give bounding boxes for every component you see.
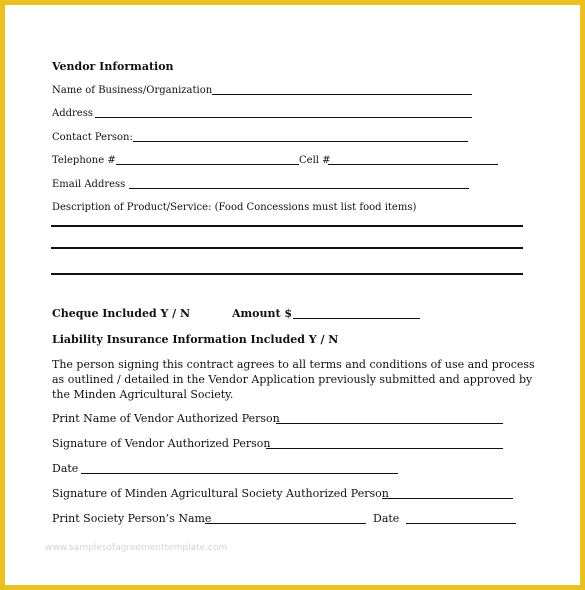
print-name-field[interactable] [276,423,503,424]
print-name-label: Print Name of Vendor Authorized Person [52,412,280,425]
business-name-label: Name of Business/Organization [52,85,213,96]
cell-field[interactable] [328,164,498,165]
signature-vendor-label: Signature of Vendor Authorized Person [52,437,271,450]
society-date-label: Date [373,512,400,525]
document-page [5,5,580,585]
email-field[interactable] [129,188,469,189]
signature-vendor-field[interactable] [266,448,503,449]
print-society-field[interactable] [205,523,366,524]
telephone-field[interactable] [116,164,299,165]
cell-label: Cell # [299,155,331,166]
society-date-field[interactable] [406,523,516,524]
address-field[interactable] [95,117,472,118]
description-line-2[interactable] [51,247,523,249]
print-society-label: Print Society Person’s Name [52,512,212,525]
watermark: www.samplesofagreementtemplate.com [45,543,228,553]
email-label: Email Address [52,179,126,190]
address-label: Address [52,108,93,119]
date-field[interactable] [81,473,398,474]
business-name-field[interactable] [212,94,472,95]
description-line-1[interactable] [51,225,523,227]
amount-label: Amount $ [232,307,293,320]
description-label: Description of Product/Service: (Food Concessions must list food items) [52,202,417,213]
date-label: Date [52,462,79,475]
telephone-label: Telephone # [52,155,116,166]
insurance-included-label: Liability Insurance Information Included Y / N [52,333,339,346]
amount-field[interactable] [293,318,420,319]
contact-person-label: Contact Person: [52,132,133,143]
agreement-line-1: The person signing this contract agrees to all terms and conditions of use and process [52,358,535,371]
contact-person-field[interactable] [133,141,468,142]
agreement-line-2: as outlined / detailed in the Vendor Application previously submitted and approved by [52,373,533,386]
agreement-line-3: the Minden Agricultural Society. [52,388,234,401]
signature-society-field[interactable] [382,498,513,499]
cheque-included-label: Cheque Included Y / N [52,307,191,320]
description-line-3[interactable] [51,273,523,275]
vendor-information-heading: Vendor Information [52,60,174,73]
signature-society-label: Signature of Minden Agricultural Society Authorized Person [52,487,389,500]
